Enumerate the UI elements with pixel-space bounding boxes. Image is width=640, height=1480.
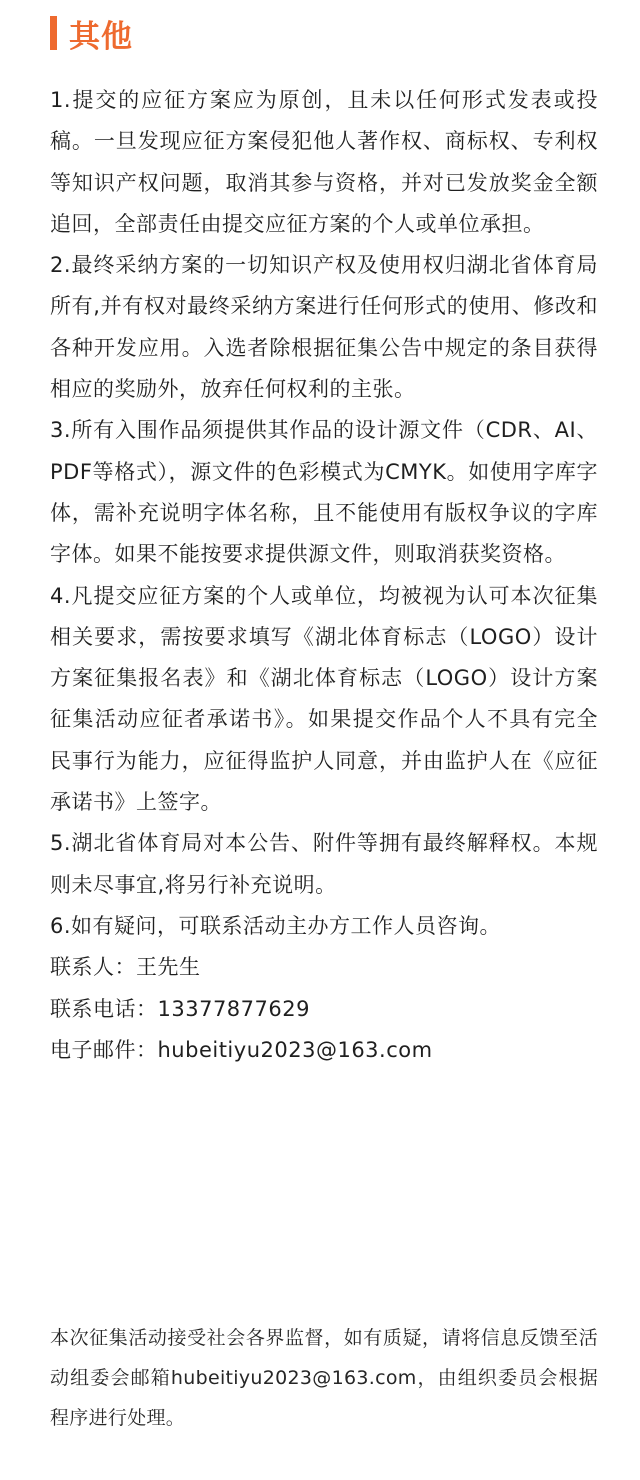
section-title: 其他 bbox=[69, 18, 133, 55]
contact-email: 电子邮件：hubeitiyu2023@163.com bbox=[50, 1037, 433, 1062]
rule-paragraph-4: 4.凡提交应征方案的个人或单位，均被视为认可本次征集相关要求，需按要求填写《湖北体育标志（LOGO）设计方案征集报名表》和《湖北体育标志（LOGO）设计方案征集活动应征者承诺书》。如果提交作品个人不具有完全民事行为能力，应征得监护人同意，并由监护人在《应征承诺书》上签字。 bbox=[50, 583, 598, 815]
rule-paragraph-2: 2.最终采纳方案的一切知识产权及使用权归湖北省体育局所有,并有权对最终采纳方案进行任何形式的使用、修改和各种开发应用。入选者除根据征集公告中规定的条目获得相应的奖励外，放弃任何权利的主张。 bbox=[50, 253, 598, 402]
rule-paragraph-6: 6.如有疑问，可联系活动主办方工作人员咨询。 bbox=[50, 913, 502, 938]
supervision-notice: 本次征集活动接受社会各界监督，如有质疑，请将信息反馈至活动组委会邮箱hubeitiyu2023@163.com，由组织委员会根据程序进行处理。 bbox=[50, 1327, 598, 1429]
rules-content bbox=[50, 80, 598, 1071]
rule-paragraph-1: 1.提交的应征方案应为原创，且未以任何形式发表或投稿。一旦发现应征方案侵犯他人著作权、商标权、专利权等知识产权问题，取消其参与资格，并对已发放奖金全额追回，全部责任由提交应征方案的个人或单位承担。 bbox=[50, 88, 598, 236]
header-accent-bar bbox=[50, 16, 57, 50]
rule-paragraph-3: 3.所有入围作品须提供其作品的设计源文件（CDR、AI、PDF等格式），源文件的色彩模式为CMYK。如使用字库字体，需补充说明字体名称，且不能使用有版权争议的字库字体。如果不能按要求提供源文件，则取消获奖资格。 bbox=[50, 418, 598, 567]
rule-paragraph-5: 5.湖北省体育局对本公告、附件等拥有最终解释权。本规则未尽事宜,将另行补充说明。 bbox=[50, 831, 598, 897]
contact-phone: 联系电话：13377877629 bbox=[50, 996, 310, 1021]
section-header bbox=[50, 14, 133, 55]
contact-person: 联系人：王先生 bbox=[50, 955, 201, 980]
